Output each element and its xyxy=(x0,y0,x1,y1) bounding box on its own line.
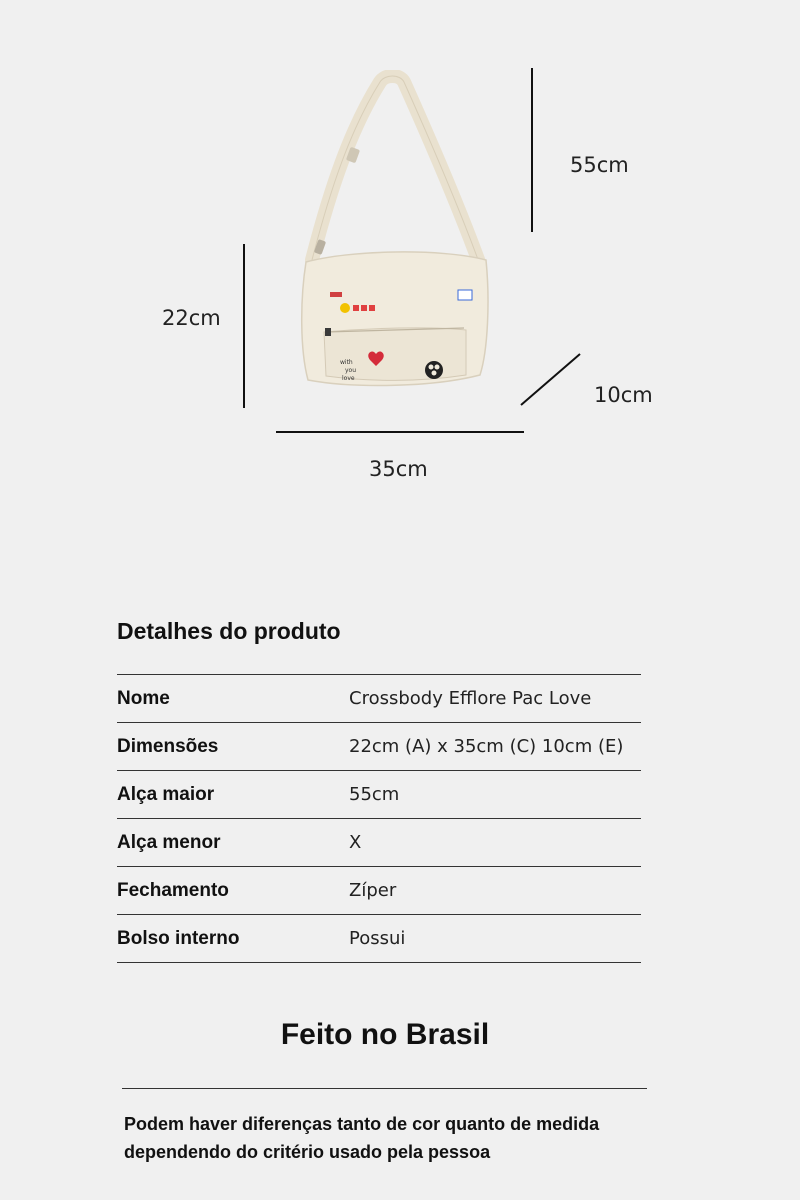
product-details-table xyxy=(117,674,641,963)
width-dimension-line xyxy=(276,431,524,433)
row-value: Possui xyxy=(349,928,406,949)
details-title: Detalhes do produto xyxy=(117,618,341,644)
depth-dimension-line xyxy=(515,348,587,412)
table-row xyxy=(117,915,641,963)
strap-dimension-label: 55cm xyxy=(570,153,629,177)
crossbody-bag-icon xyxy=(290,70,500,395)
height-dimension-label: 22cm xyxy=(162,306,221,330)
table-row xyxy=(117,675,641,723)
made-in-heading: Feito no Brasil xyxy=(280,1018,490,1051)
row-value: X xyxy=(349,832,362,853)
row-label: Nome xyxy=(117,687,170,709)
table-row xyxy=(117,867,641,915)
row-value: Zíper xyxy=(349,880,397,901)
footer-divider xyxy=(122,1088,647,1089)
table-row xyxy=(117,771,641,819)
disclaimer-text: Podem haver diferenças tanto de cor quanto de medida dependendo do critério usado pela pessoa xyxy=(124,1114,600,1162)
row-value: 55cm xyxy=(349,784,400,805)
strap-dimension-line xyxy=(531,68,533,232)
row-label: Dimensões xyxy=(117,735,219,757)
height-dimension-line xyxy=(243,244,245,408)
svg-text:with: with xyxy=(340,359,353,366)
depth-dimension-label: 10cm xyxy=(594,383,653,407)
svg-text:you: you xyxy=(345,367,357,374)
row-label: Alça maior xyxy=(117,783,215,805)
width-dimension-label: 35cm xyxy=(369,457,428,481)
table-row xyxy=(117,819,641,867)
row-label: Fechamento xyxy=(117,879,229,901)
row-label: Bolso interno xyxy=(117,927,240,949)
svg-text:love: love xyxy=(342,375,355,382)
table-row xyxy=(117,723,641,771)
row-label: Alça menor xyxy=(117,831,221,853)
row-value: 22cm (A) x 35cm (C) 10cm (E) xyxy=(349,736,624,757)
row-value: Crossbody Efflore Pac Love xyxy=(349,688,592,709)
